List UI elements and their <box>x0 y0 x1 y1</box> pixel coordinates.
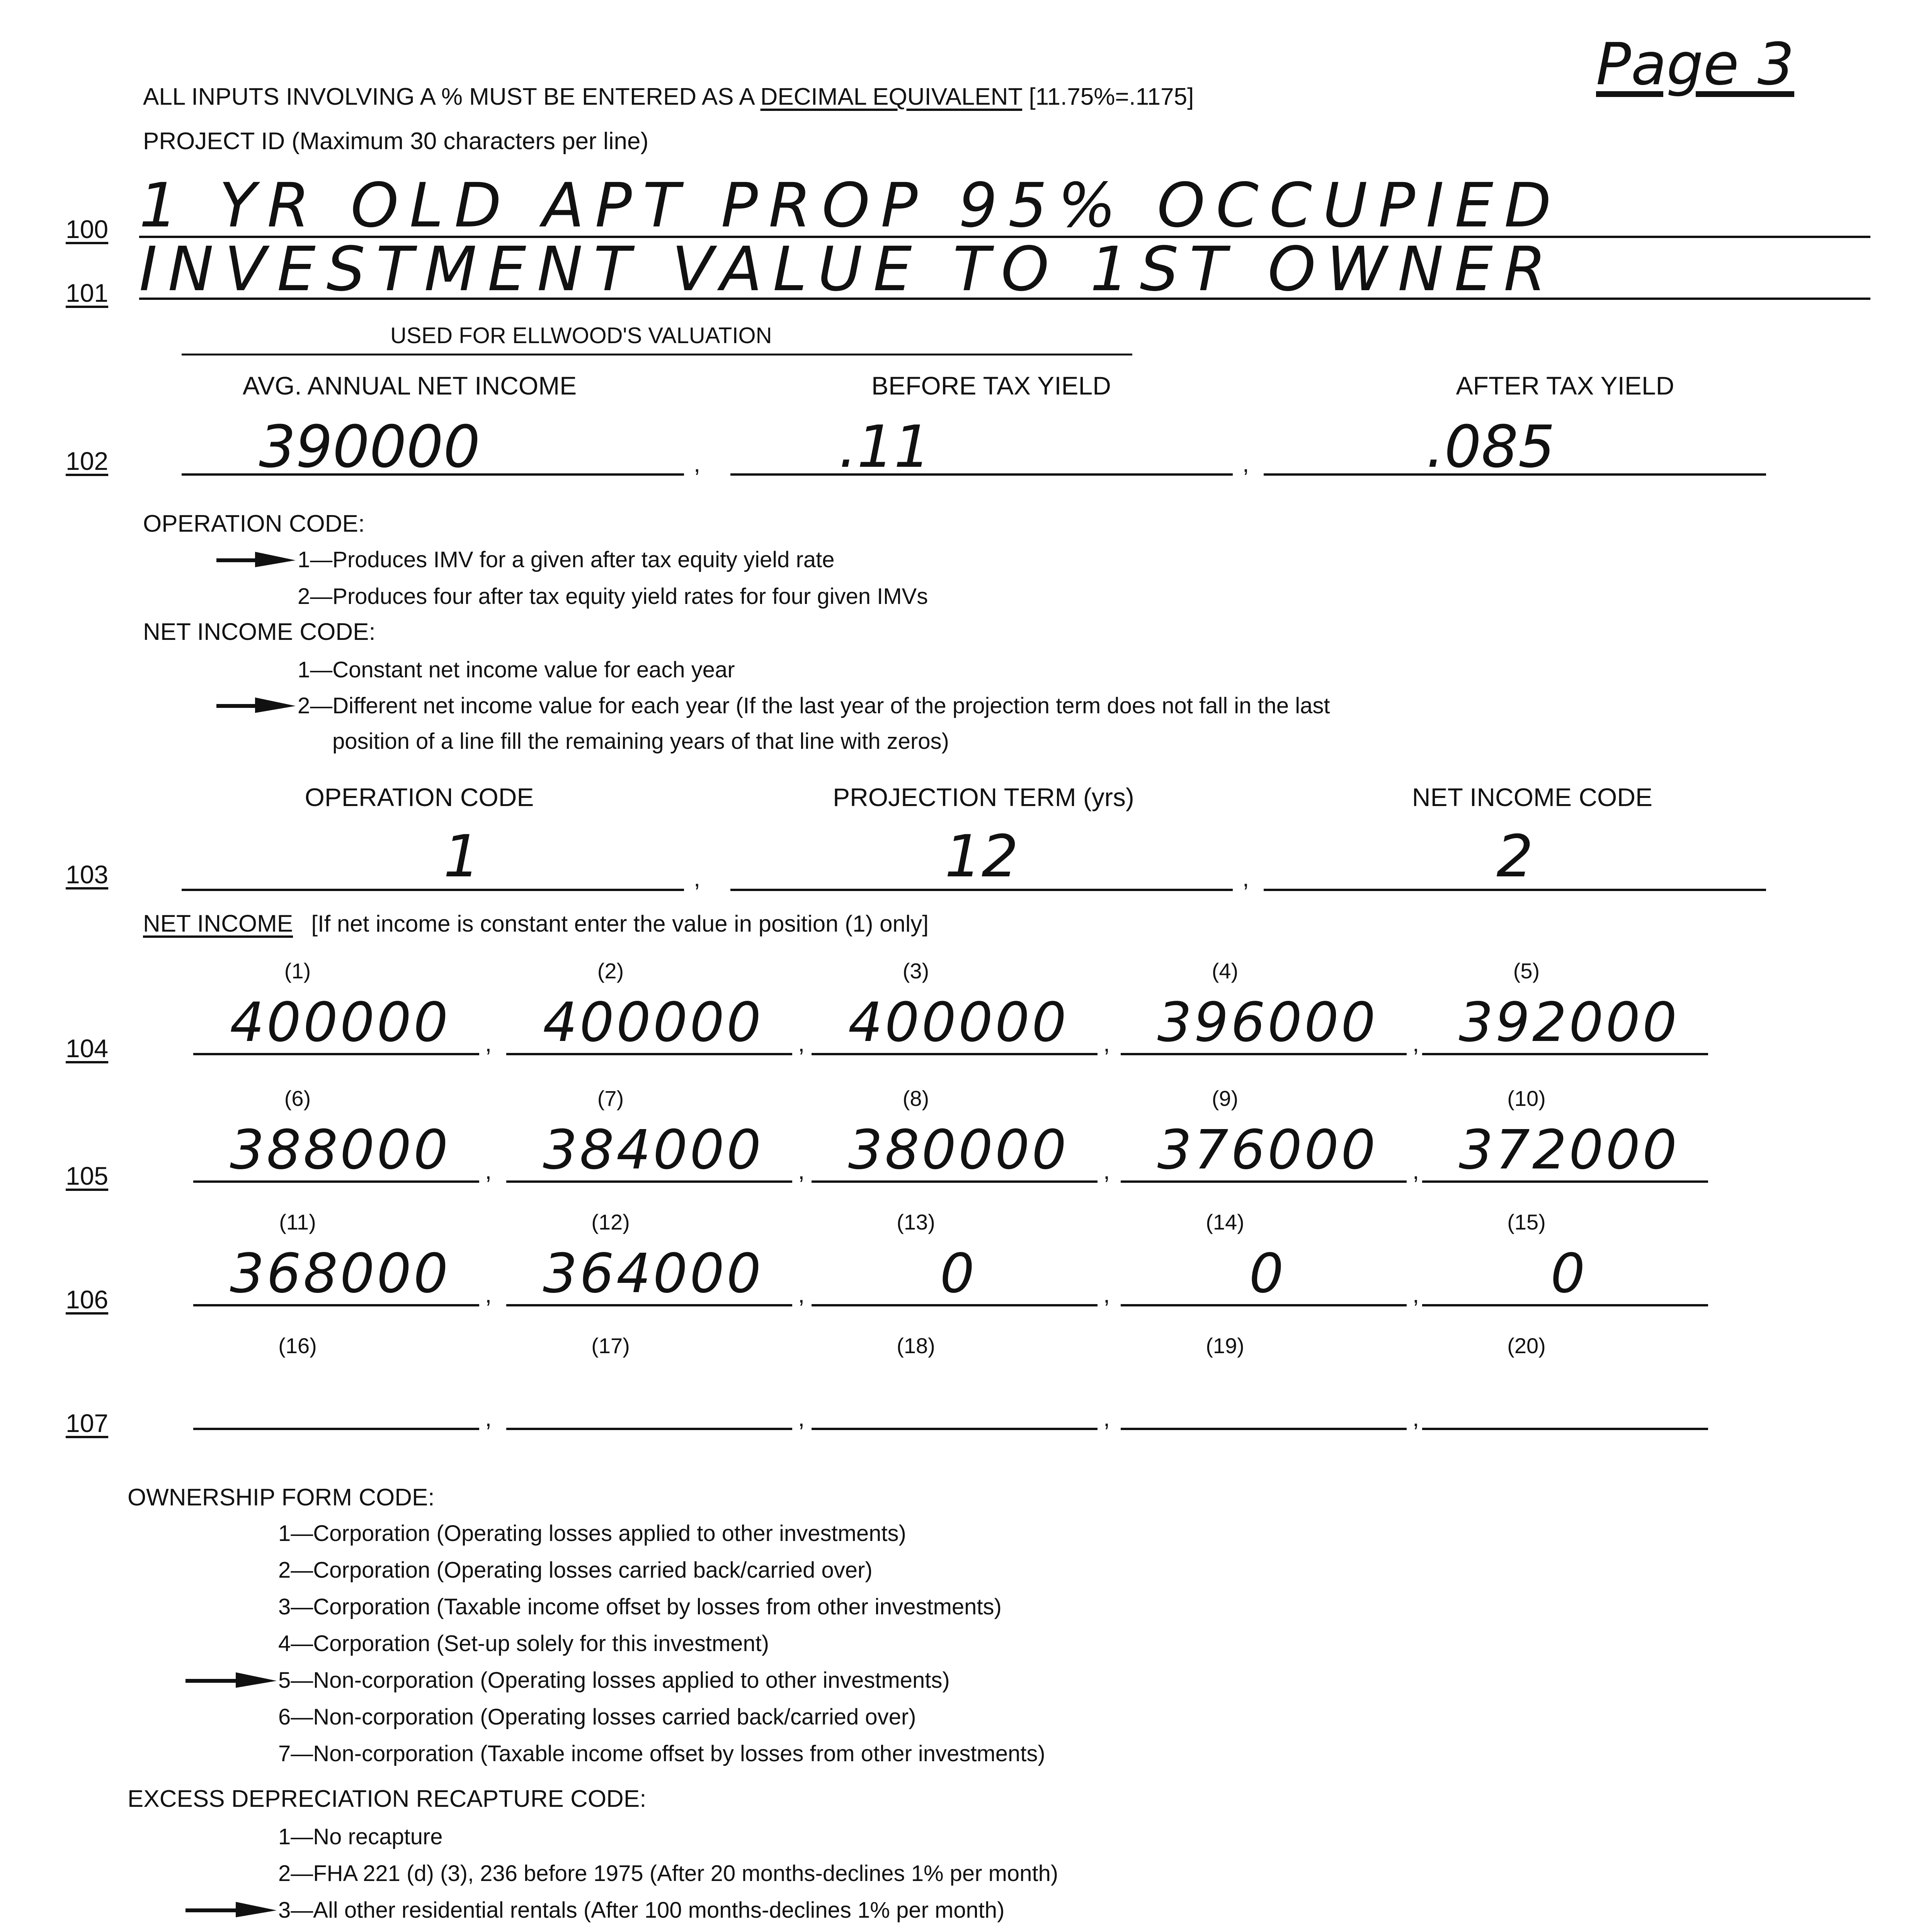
net-income-code-option-1: 1—Constant net income value for each year <box>298 657 735 682</box>
comma: , <box>694 865 701 892</box>
net-income-year-field[interactable]: 384000 <box>543 1119 764 1182</box>
net-income-year-field[interactable]: 400000 <box>848 991 1069 1054</box>
decimal-notice <box>143 83 1194 111</box>
position-label: (17) <box>591 1333 630 1358</box>
net-income-year-underline <box>812 1053 1098 1055</box>
net-income-year-field[interactable]: 392000 <box>1458 991 1679 1054</box>
comma: , <box>1412 1030 1419 1057</box>
net-income-year-underline <box>1121 1180 1407 1183</box>
comma: , <box>798 1030 805 1057</box>
net-income-year-field[interactable]: 0 <box>1249 1242 1286 1305</box>
avg-annual-net-income-label: AVG. ANNUAL NET INCOME <box>242 371 577 400</box>
recapture-option-1: 1—No recapture <box>278 1824 443 1849</box>
net-income-year-field[interactable]: 0 <box>940 1242 977 1305</box>
comma: , <box>798 1281 805 1308</box>
comma: , <box>1412 1281 1419 1308</box>
before-tax-yield-label: BEFORE TAX YIELD <box>871 371 1111 400</box>
net-income-code-field[interactable]: 2 <box>1496 823 1533 890</box>
comma: , <box>485 1030 492 1057</box>
recapture-option-3: 3—All other residential rentals (After 100 months-declines 1% per month) <box>278 1898 1005 1923</box>
after-tax-yield-label: AFTER TAX YIELD <box>1456 371 1674 400</box>
net-income-year-underline <box>1121 1428 1407 1430</box>
net-income-year-field[interactable]: 400000 <box>543 991 764 1054</box>
line-number-101: 101 <box>66 279 109 307</box>
position-label: (11) <box>279 1210 316 1234</box>
comma: , <box>694 451 701 477</box>
line-number-103: 103 <box>66 860 109 889</box>
net-income-year-underline <box>1422 1428 1708 1430</box>
recapture-option-2: 2—FHA 221 (d) (3), 236 before 1975 (After 20 months-declines 1% per month) <box>278 1861 1058 1886</box>
operation-code-option-1: 1—Produces IMV for a given after tax equity yield rate <box>298 547 835 572</box>
selected-arrow-icon <box>185 1898 278 1921</box>
net-income-title-row <box>143 910 929 937</box>
projection-term-label: PROJECTION TERM (yrs) <box>833 783 1134 811</box>
operation-code-title: OPERATION CODE: <box>143 510 365 537</box>
ownership-option-7: 7—Non-corporation (Taxable income offset by losses from other investments) <box>278 1741 1045 1766</box>
line-number-100: 100 <box>66 215 109 243</box>
net-income-year-underline <box>1422 1053 1708 1055</box>
ownership-option-4: 4—Corporation (Set-up solely for this investment) <box>278 1631 769 1656</box>
net-income-code-option-2-cont: position of a line fill the remaining years of that line with zeros) <box>332 729 949 754</box>
position-label: (4) <box>1212 959 1239 983</box>
net-income-year-underline <box>506 1304 792 1306</box>
comma: , <box>1242 865 1249 892</box>
position-label: (16) <box>278 1333 317 1358</box>
comma: , <box>798 1405 805 1432</box>
ellwood-caption: USED FOR ELLWOOD'S VALUATION <box>390 323 772 348</box>
comma: , <box>485 1158 492 1184</box>
net-income-year-field[interactable]: 364000 <box>543 1242 764 1305</box>
net-income-year-underline <box>1422 1304 1708 1306</box>
ellwood-caption-rule <box>182 354 1132 355</box>
recapture-code-title: EXCESS DEPRECIATION RECAPTURE CODE: <box>128 1786 647 1812</box>
project-id-line-2[interactable]: INVESTMENT VALUE TO 1ST OWNER <box>139 234 1557 305</box>
operation-code-underline <box>182 889 684 891</box>
position-label: (5) <box>1513 959 1540 983</box>
net-income-year-underline <box>193 1180 479 1183</box>
net-income-code-option-2: 2—Different net income value for each year (If the last year of the projection term does not fall in the last <box>298 693 1330 718</box>
notice-suffix: [11.75%=.1175] <box>1022 83 1194 110</box>
position-label: (19) <box>1206 1333 1244 1358</box>
comma: , <box>485 1281 492 1308</box>
comma: , <box>1103 1030 1110 1057</box>
ownership-option-2: 2—Corporation (Operating losses carried back/carried over) <box>278 1558 873 1583</box>
net-income-year-underline <box>1121 1304 1407 1306</box>
line-number-107: 107 <box>66 1409 109 1437</box>
position-label: (18) <box>897 1333 935 1358</box>
net-income-code-title: NET INCOME CODE: <box>143 619 376 645</box>
position-label: (14) <box>1206 1210 1244 1234</box>
net-income-year-field[interactable]: 396000 <box>1157 991 1378 1054</box>
net-income-year-field[interactable]: 0 <box>1550 1242 1588 1305</box>
project-id-label: PROJECT ID (Maximum 30 characters per line) <box>143 128 649 155</box>
notice-emphasis: DECIMAL EQUIVALENT <box>760 83 1023 110</box>
position-label: (6) <box>284 1086 311 1111</box>
position-label: (2) <box>597 959 624 983</box>
position-label: (20) <box>1507 1333 1546 1358</box>
position-label: (12) <box>591 1210 630 1234</box>
net-income-year-underline <box>1121 1053 1407 1055</box>
position-label: (7) <box>597 1086 624 1111</box>
after-tax-yield-underline <box>1264 473 1766 476</box>
ownership-option-3: 3—Corporation (Taxable income offset by losses from other investments) <box>278 1594 1002 1619</box>
net-income-note: [If net income is constant enter the value in position (1) only] <box>311 911 929 937</box>
net-income-year-underline <box>506 1180 792 1183</box>
comma: , <box>798 1158 805 1184</box>
net-income-year-underline <box>506 1053 792 1055</box>
line-number-102: 102 <box>66 447 109 475</box>
ownership-option-1: 1—Corporation (Operating losses applied to other investments) <box>278 1521 906 1546</box>
net-income-year-field[interactable]: 368000 <box>230 1242 451 1305</box>
line-number-106: 106 <box>66 1285 109 1314</box>
position-label: (10) <box>1507 1086 1546 1111</box>
net-income-year-underline <box>193 1053 479 1055</box>
project-id-line-2-underline <box>139 298 1870 300</box>
ownership-option-6: 6—Non-corporation (Operating losses carried back/carried over) <box>278 1704 916 1730</box>
position-label: (15) <box>1507 1210 1546 1234</box>
operation-code-label: OPERATION CODE <box>305 783 534 811</box>
net-income-code-underline <box>1264 889 1766 891</box>
project-id-line-1[interactable]: 1 YR OLD APT PROP 95% OCCUPIED <box>139 170 1562 241</box>
net-income-code-label: NET INCOME CODE <box>1412 783 1653 811</box>
line-number-104: 104 <box>66 1034 109 1063</box>
page-mark: Page 3 <box>1596 31 1794 98</box>
before-tax-yield-underline <box>730 473 1233 476</box>
comma: , <box>1412 1405 1419 1432</box>
selected-arrow-icon <box>216 548 298 571</box>
net-income-year-underline <box>506 1428 792 1430</box>
comma: , <box>1242 451 1249 477</box>
selected-arrow-icon <box>216 694 298 717</box>
comma: , <box>485 1405 492 1432</box>
net-income-year-field[interactable]: 400000 <box>230 991 451 1054</box>
net-income-year-field[interactable]: 372000 <box>1458 1119 1679 1182</box>
projection-term-underline <box>730 889 1233 891</box>
position-label: (3) <box>902 959 929 983</box>
net-income-year-underline <box>812 1304 1098 1306</box>
net-income-year-field[interactable]: 388000 <box>230 1119 451 1182</box>
line-number-105: 105 <box>66 1162 109 1190</box>
notice-prefix: ALL INPUTS INVOLVING A % MUST BE ENTERED AS A <box>143 83 761 110</box>
comma: , <box>1103 1158 1110 1184</box>
position-label: (1) <box>284 959 311 983</box>
position-label: (9) <box>1212 1086 1239 1111</box>
after-tax-yield-field[interactable]: .085 <box>1426 413 1555 481</box>
operation-code-field[interactable]: 1 <box>443 823 480 890</box>
avg-annual-net-income-underline <box>182 473 684 476</box>
selected-arrow-icon <box>185 1668 278 1692</box>
ownership-option-5: 5—Non-corporation (Operating losses applied to other investments) <box>278 1668 950 1693</box>
net-income-year-underline <box>1422 1180 1708 1183</box>
net-income-title: NET INCOME <box>143 910 293 937</box>
net-income-year-underline <box>812 1428 1098 1430</box>
before-tax-yield-field[interactable]: .11 <box>839 413 931 481</box>
position-label: (8) <box>902 1086 929 1111</box>
operation-code-option-2: 2—Produces four after tax equity yield rates for four given IMVs <box>298 584 928 609</box>
projection-term-field[interactable]: 12 <box>944 823 1019 890</box>
avg-annual-net-income-field[interactable]: 390000 <box>259 413 480 481</box>
net-income-year-underline <box>193 1428 479 1430</box>
comma: , <box>1103 1281 1110 1308</box>
net-income-year-underline <box>193 1304 479 1306</box>
net-income-year-field[interactable]: 376000 <box>1157 1119 1378 1182</box>
comma: , <box>1412 1158 1419 1184</box>
ownership-form-code-title: OWNERSHIP FORM CODE: <box>128 1484 435 1511</box>
net-income-year-underline <box>812 1180 1098 1183</box>
net-income-year-field[interactable]: 380000 <box>848 1119 1069 1182</box>
position-label: (13) <box>897 1210 935 1234</box>
comma: , <box>1103 1405 1110 1432</box>
